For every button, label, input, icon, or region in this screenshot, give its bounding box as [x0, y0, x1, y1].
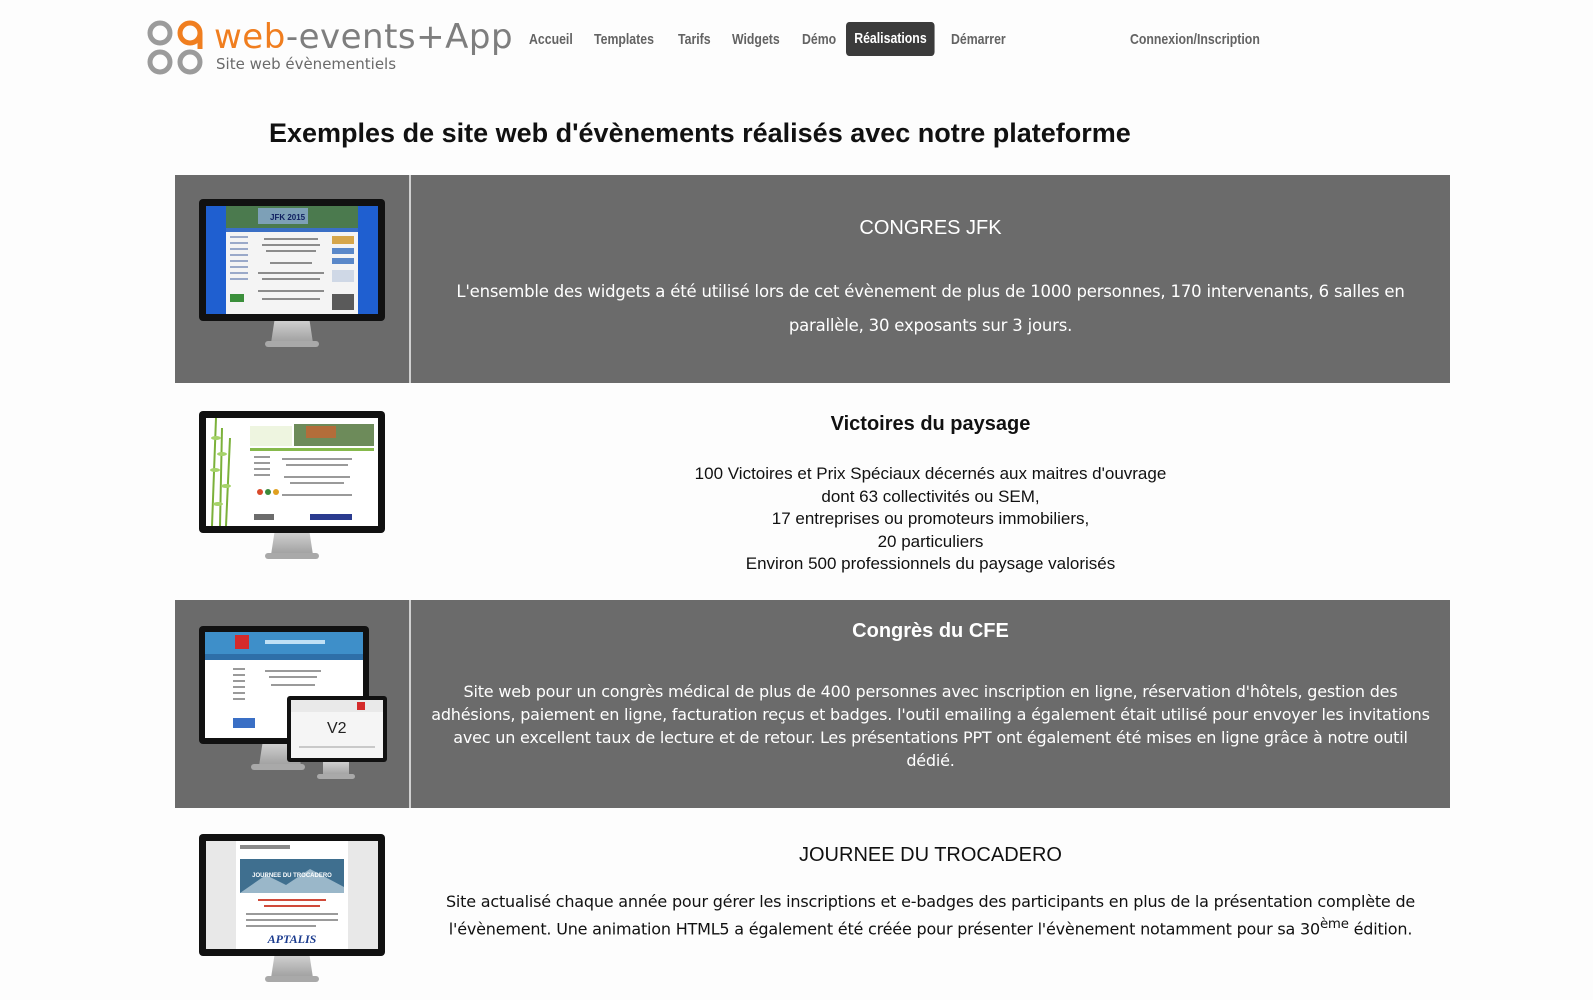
monitor-stand	[271, 533, 313, 555]
nav-item-widgets[interactable]: Widgets	[732, 31, 780, 48]
project-text-cell	[411, 393, 1450, 601]
project-description-line: 100 Victoires et Prix Spéciaux décernés aux maitres d'ouvrage	[694, 464, 1167, 483]
monitor-v2-screen	[291, 700, 383, 758]
monitor-stand	[271, 321, 313, 343]
project-thumbnail-cell	[175, 820, 409, 1000]
jfk-preview-caption: JFK 2015	[270, 213, 306, 222]
project-description	[431, 463, 1430, 576]
nav-item-realisations[interactable]: Réalisations	[846, 22, 935, 56]
monitor-base	[265, 976, 319, 982]
project-description-line: dont 63 collectivités ou SEM,	[821, 486, 1040, 506]
project-row-congres-du-cfe	[175, 600, 1450, 808]
v2-label: V2	[327, 720, 347, 737]
project-row-victoires-du-paysage	[175, 393, 1450, 601]
brand-name-accent: web	[214, 17, 286, 57]
project-thumbnail-cell	[175, 393, 409, 601]
brand-tagline: Site web évènementiels	[216, 55, 397, 73]
victoires-site-preview	[206, 418, 378, 526]
monitor-bezel	[199, 834, 385, 956]
project-description: L'ensemble des widgets a été utilisé lors de cet évènement de plus de 1000 personnes, 170 intervenants, 6 salles en parallèle, 30 exposants sur 3 jours.	[456, 282, 1405, 335]
v2-screen-line	[299, 746, 375, 748]
project-title: Victoires du paysage	[830, 413, 1031, 435]
monitor-screen	[206, 206, 378, 314]
ordinal-suffix: ème	[1319, 917, 1349, 932]
site-logo[interactable]	[146, 17, 514, 79]
project-description-line: Environ 500 professionnels du paysage valorisés	[745, 554, 1116, 573]
logo-circles-icon	[146, 19, 206, 77]
project-description	[431, 890, 1430, 940]
monitor-base	[251, 764, 305, 770]
trocadero-preview-caption: JOURNEE DU TROCADERO	[252, 873, 332, 879]
monitor-screen	[206, 841, 378, 949]
nav-item-tarifs[interactable]: Tarifs	[678, 31, 711, 48]
v2-screen-header	[291, 700, 383, 712]
project-thumbnail-cell	[175, 175, 411, 383]
login-register-link[interactable]: Connexion/Inscription	[1130, 31, 1260, 48]
description-text-end: édition.	[1348, 919, 1413, 939]
monitor-base	[265, 341, 319, 347]
project-row-journee-du-trocadero	[175, 820, 1450, 1000]
jfk-site-preview	[206, 206, 378, 314]
monitor-base	[265, 553, 319, 559]
brand-name-rest: -events+App	[285, 17, 514, 57]
monitor-bezel	[199, 411, 385, 533]
project-thumbnail-cell	[175, 600, 411, 808]
nav-item-accueil[interactable]: Accueil	[529, 31, 573, 48]
project-description-line: 17 entreprises ou promoteurs immobiliers,	[771, 509, 1090, 528]
project-text-cell	[411, 820, 1450, 1000]
nav-item-templates[interactable]: Templates	[594, 31, 654, 48]
project-title: JOURNEE DU TROCADERO	[799, 844, 1062, 866]
brand-name	[214, 17, 513, 57]
project-description: Site web pour un congrès médical de plus de 400 personnes avec inscription en ligne, réservation d'hôtels, gestion des adhésions, paiement en ligne, facturation reçus et badges. l'outil emailing a également était utilisé pour envoyer les invitations avec un excellent taux de lecture et de retour. Les présentations PPT ont également été mises en ligne grâce à notre outil dédié.	[431, 682, 1430, 770]
v2-screen-logo	[357, 702, 365, 710]
monitor-stand	[271, 956, 313, 978]
project-title: CONGRES JFK	[859, 217, 1002, 239]
aptalis-logo-text: APTALIS	[267, 932, 317, 946]
project-description-line: 20 particuliers	[877, 531, 984, 551]
nav-item-demarrer[interactable]: Démarrer	[951, 31, 1006, 48]
monitor-v2-bezel	[287, 696, 387, 762]
monitor-bezel	[199, 199, 385, 321]
nav-item-demo[interactable]: Démo	[802, 31, 837, 48]
monitor-screen	[206, 418, 378, 526]
project-text-cell	[411, 175, 1450, 383]
project-title: Congrès du CFE	[852, 620, 1009, 642]
project-text-cell	[411, 600, 1450, 808]
description-text: Site actualisé chaque année pour gérer les inscriptions et e-badges des participants en plus de la présentation complète de l'évènement. Une animation HTML5 a également été créée pour présenter l'évènement notamment pour sa 30	[445, 892, 1416, 939]
trocadero-site-preview	[206, 841, 378, 949]
monitor-v2-base	[317, 774, 355, 779]
page-title: Exemples de site web d'évènements réalisés avec notre plateforme	[269, 118, 1131, 148]
project-row-congres-jfk	[175, 175, 1450, 383]
